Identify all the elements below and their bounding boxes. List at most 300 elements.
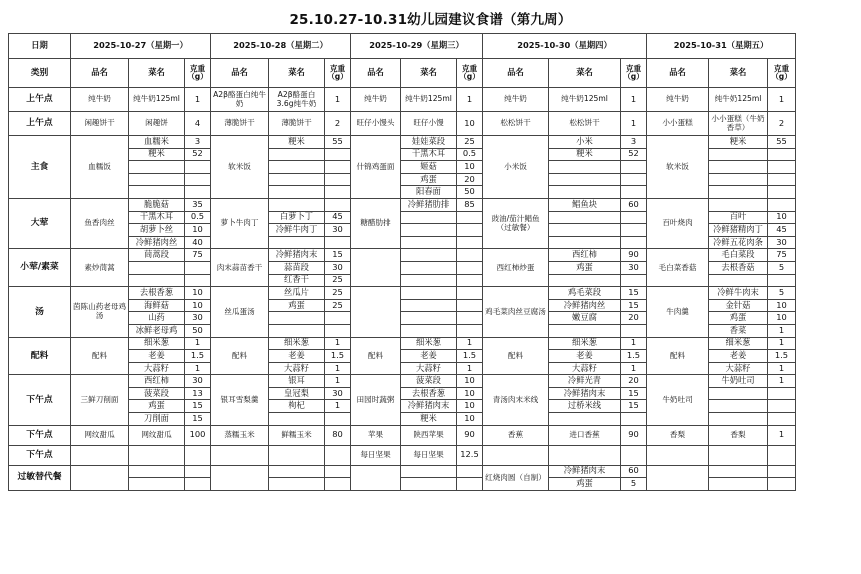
- ingredient-qty: [621, 224, 647, 237]
- ingredient-qty: 35: [185, 198, 211, 211]
- ingredient-qty: 45: [325, 211, 351, 224]
- ingredient-name: 大蒜籽: [269, 362, 325, 375]
- ingredient-name: 细米葱: [129, 337, 185, 350]
- ingredient-name: 百叶: [709, 211, 768, 224]
- ingredient-qty: 25: [325, 287, 351, 300]
- ingredient-qty: [325, 413, 351, 426]
- ingredient-name: 粳米: [549, 148, 621, 161]
- day-header: 2025-10-27（星期一）: [71, 34, 211, 59]
- ingredient-qty: 1: [621, 112, 647, 136]
- ingredient-qty: 4: [185, 112, 211, 136]
- ingredient-name: 皇冠梨: [269, 387, 325, 400]
- ingredient-name: [129, 445, 185, 465]
- dish-name: 银耳雪梨羹: [211, 375, 269, 425]
- ingredient-name: 鲳鱼块: [549, 198, 621, 211]
- ingredient-qty: [185, 261, 211, 274]
- dish-name: 百叶烧肉: [647, 198, 709, 248]
- ingredient-qty: [768, 387, 796, 400]
- dish-name: 小小蛋糕: [647, 112, 709, 136]
- category-label: 类别: [9, 59, 71, 88]
- ingredient-name: 粳米: [269, 136, 325, 149]
- day-header: 2025-10-31（星期五）: [647, 34, 796, 59]
- ingredient-name: 金针菇: [709, 299, 768, 312]
- ingredient-name: 菠菜段: [401, 375, 457, 388]
- ingredient-name: [129, 186, 185, 199]
- ingredient-name: 细米葱: [401, 337, 457, 350]
- ingredient-name: A2β酪蛋白3.6g纯牛奶: [269, 88, 325, 112]
- dish-name: 配料: [211, 337, 269, 375]
- ingredient-qty: [768, 445, 796, 465]
- ingredient-name: [269, 148, 325, 161]
- ingredient-qty: 2: [768, 112, 796, 136]
- ingredient-qty: [457, 211, 483, 224]
- ingredient-name: 细米葱: [549, 337, 621, 350]
- dish-heading: 品名: [211, 59, 269, 88]
- ingredient-name: 冰鲜老母鸡: [129, 324, 185, 337]
- ingredient-qty: 50: [457, 186, 483, 199]
- ingredient-qty: [325, 465, 351, 478]
- ingredient-name: [549, 413, 621, 426]
- dish-name: 肉末蒜苗香干: [211, 249, 269, 287]
- ingredient-name: 鲜糯玉米: [269, 425, 325, 445]
- day-header: 2025-10-30（星期四）: [483, 34, 647, 59]
- ingredient-qty: [457, 299, 483, 312]
- ingredient-name: 海鲜菇: [129, 299, 185, 312]
- ingredient-qty: 3: [621, 136, 647, 149]
- category-cell: 下午点: [9, 425, 71, 445]
- ingredient-name: 冷鲜牛肉丁: [269, 224, 325, 237]
- ingredient-qty: 1: [325, 337, 351, 350]
- ingredient-name: 去根香葱: [401, 387, 457, 400]
- ingredient-name: 蒜苗段: [269, 261, 325, 274]
- dish-name: 鱼香肉丝: [71, 198, 129, 248]
- ingredient-name: 菠菜段: [129, 387, 185, 400]
- qty-heading: 克重（g）: [621, 59, 647, 88]
- ingredient-qty: 90: [621, 249, 647, 262]
- ingredient-qty: [185, 445, 211, 465]
- ingredient-name: [709, 400, 768, 413]
- ingredient-qty: 60: [621, 198, 647, 211]
- ingredient-name: 娃娃菜段: [401, 136, 457, 149]
- ingredient-name: [401, 261, 457, 274]
- dish-name: 西红柿炒蛋: [483, 249, 549, 287]
- ingredient-name: [709, 478, 768, 491]
- ingredient-name: 粳米: [129, 148, 185, 161]
- ingredient-name: 松松饼干: [549, 112, 621, 136]
- ingredient-name: 血糯米: [129, 136, 185, 149]
- ingredient-name: [709, 186, 768, 199]
- ingredient-name: [129, 274, 185, 287]
- ingredient-heading: 菜名: [269, 59, 325, 88]
- ingredient-qty: 90: [457, 425, 483, 445]
- ingredient-name: [549, 173, 621, 186]
- ingredient-qty: 55: [768, 136, 796, 149]
- ingredient-qty: 75: [768, 249, 796, 262]
- ingredient-qty: [768, 413, 796, 426]
- ingredient-name: 鸡蛋: [549, 478, 621, 491]
- ingredient-qty: [325, 236, 351, 249]
- ingredient-qty: [185, 465, 211, 478]
- ingredient-qty: [621, 186, 647, 199]
- dish-name: 闲趣饼干: [71, 112, 129, 136]
- dish-name: [71, 445, 129, 465]
- dish-name: 血糯饭: [71, 136, 129, 199]
- ingredient-name: [549, 186, 621, 199]
- ingredient-qty: 13: [185, 387, 211, 400]
- ingredient-qty: 1: [621, 337, 647, 350]
- ingredient-name: 冷鲜猪精肉丁: [709, 224, 768, 237]
- ingredient-name: [709, 148, 768, 161]
- ingredient-qty: 30: [185, 312, 211, 325]
- ingredient-qty: [621, 274, 647, 287]
- ingredient-name: [401, 299, 457, 312]
- ingredient-qty: 85: [457, 198, 483, 211]
- ingredient-qty: 3: [185, 136, 211, 149]
- ingredient-qty: [325, 161, 351, 174]
- ingredient-name: 去根香葱: [129, 287, 185, 300]
- ingredient-qty: 10: [457, 112, 483, 136]
- ingredient-qty: 30: [621, 261, 647, 274]
- ingredient-name: [401, 274, 457, 287]
- category-cell: 大荤: [9, 198, 71, 248]
- dish-name: 旺仔小馒头: [351, 112, 401, 136]
- ingredient-qty: 1: [325, 88, 351, 112]
- category-cell: 配料: [9, 337, 71, 375]
- ingredient-qty: 1: [457, 337, 483, 350]
- ingredient-qty: [768, 173, 796, 186]
- ingredient-qty: [768, 400, 796, 413]
- ingredient-name: 纯牛奶125ml: [129, 88, 185, 112]
- dish-name: 萝卜牛肉丁: [211, 198, 269, 248]
- ingredient-qty: 1: [325, 375, 351, 388]
- ingredient-name: [269, 445, 325, 465]
- ingredient-qty: 1.5: [768, 350, 796, 363]
- ingredient-qty: [457, 224, 483, 237]
- ingredient-name: 西红柿: [129, 375, 185, 388]
- category-cell: 主食: [9, 136, 71, 199]
- category-cell: 上午点: [9, 112, 71, 136]
- ingredient-qty: 45: [768, 224, 796, 237]
- ingredient-qty: 0.5: [457, 148, 483, 161]
- ingredient-qty: [621, 324, 647, 337]
- ingredient-qty: 50: [185, 324, 211, 337]
- ingredient-qty: 1.5: [457, 350, 483, 363]
- ingredient-qty: 10: [457, 375, 483, 388]
- dish-name: 网纹甜瓜: [71, 425, 129, 445]
- dish-name: 小米饭: [483, 136, 549, 199]
- dish-heading: 品名: [351, 59, 401, 88]
- category-cell: 汤: [9, 287, 71, 337]
- category-cell: 过敏替代餐: [9, 465, 71, 490]
- ingredient-name: [269, 312, 325, 325]
- ingredient-qty: [457, 261, 483, 274]
- ingredient-qty: [325, 312, 351, 325]
- ingredient-qty: [621, 161, 647, 174]
- ingredient-qty: 10: [185, 299, 211, 312]
- ingredient-name: 西红柿: [549, 249, 621, 262]
- dish-heading: 品名: [483, 59, 549, 88]
- ingredient-qty: 10: [768, 211, 796, 224]
- ingredient-qty: 52: [185, 148, 211, 161]
- ingredient-name: [549, 274, 621, 287]
- ingredient-name: 纯牛奶125ml: [709, 88, 768, 112]
- ingredient-name: [401, 211, 457, 224]
- dish-name: 丝瓜蛋汤: [211, 287, 269, 337]
- ingredient-name: 老姜: [269, 350, 325, 363]
- ingredient-name: 白萝卜丁: [269, 211, 325, 224]
- ingredient-qty: 75: [185, 249, 211, 262]
- ingredient-qty: 20: [621, 375, 647, 388]
- qty-heading: 克重（g）: [457, 59, 483, 88]
- qty-heading: 克重（g）: [768, 59, 796, 88]
- ingredient-name: 鸡蛋: [709, 312, 768, 325]
- ingredient-qty: [325, 186, 351, 199]
- ingredient-name: [549, 445, 621, 465]
- dish-name: 纯牛奶: [351, 88, 401, 112]
- ingredient-name: [269, 478, 325, 491]
- ingredient-qty: [457, 249, 483, 262]
- ingredient-name: 阳春面: [401, 186, 457, 199]
- ingredient-name: 大蒜籽: [129, 362, 185, 375]
- ingredient-name: 老姜: [129, 350, 185, 363]
- ingredient-name: 冷鲜猪肉丝: [129, 236, 185, 249]
- ingredient-name: 网纹甜瓜: [129, 425, 185, 445]
- ingredient-name: 过桥米线: [549, 400, 621, 413]
- dish-name: [211, 465, 269, 490]
- ingredient-name: [401, 324, 457, 337]
- ingredient-qty: [185, 161, 211, 174]
- ingredient-name: [129, 478, 185, 491]
- ingredient-qty: 90: [621, 425, 647, 445]
- ingredient-qty: 25: [457, 136, 483, 149]
- dish-name: [647, 465, 709, 490]
- dish-name: 纯牛奶: [483, 88, 549, 112]
- ingredient-name: [709, 465, 768, 478]
- ingredient-name: 每日坚果: [401, 445, 457, 465]
- ingredient-qty: [325, 198, 351, 211]
- ingredient-qty: 80: [325, 425, 351, 445]
- ingredient-qty: [457, 465, 483, 478]
- ingredient-qty: [768, 198, 796, 211]
- ingredient-name: [129, 161, 185, 174]
- ingredient-name: [709, 198, 768, 211]
- ingredient-name: [549, 211, 621, 224]
- dish-name: 软米饭: [211, 136, 269, 199]
- ingredient-qty: [457, 312, 483, 325]
- ingredient-name: 鸡蛋: [549, 261, 621, 274]
- dish-name: 配料: [647, 337, 709, 375]
- dish-name: 松松饼干: [483, 112, 549, 136]
- ingredient-qty: 15: [621, 287, 647, 300]
- ingredient-qty: 25: [325, 274, 351, 287]
- ingredient-name: 进口香蕉: [549, 425, 621, 445]
- ingredient-name: [549, 224, 621, 237]
- ingredient-qty: [621, 173, 647, 186]
- ingredient-qty: 12.5: [457, 445, 483, 465]
- ingredient-name: 香梨: [709, 425, 768, 445]
- ingredient-qty: 52: [621, 148, 647, 161]
- ingredient-qty: [457, 236, 483, 249]
- dish-name: 薄脆饼干: [211, 112, 269, 136]
- ingredient-name: 冷鲜猪肋排: [401, 198, 457, 211]
- ingredient-qty: 10: [457, 387, 483, 400]
- ingredient-name: [709, 173, 768, 186]
- ingredient-qty: 1.5: [325, 350, 351, 363]
- dish-name: 鸡毛菜肉丝豆腐汤: [483, 287, 549, 337]
- ingredient-qty: 1: [768, 362, 796, 375]
- ingredient-qty: [457, 324, 483, 337]
- ingredient-qty: [325, 324, 351, 337]
- ingredient-name: [709, 413, 768, 426]
- ingredient-name: 胡萝卜丝: [129, 224, 185, 237]
- dish-name: [483, 445, 549, 465]
- ingredient-name: 冷鲜猪肉末: [401, 400, 457, 413]
- page-title: 25.10.27-10.31幼儿园建议食谱（第九周）: [289, 12, 572, 28]
- dish-name: 软米饭: [647, 136, 709, 199]
- ingredient-name: 鸡蛋: [129, 400, 185, 413]
- ingredient-name: 鸡蛋: [401, 173, 457, 186]
- ingredient-name: [269, 465, 325, 478]
- ingredient-heading: 菜名: [129, 59, 185, 88]
- ingredient-name: 老姜: [401, 350, 457, 363]
- ingredient-qty: [768, 465, 796, 478]
- ingredient-qty: 30: [325, 261, 351, 274]
- ingredient-qty: 0.5: [185, 211, 211, 224]
- dish-name: 田园时蔬粥: [351, 375, 401, 425]
- ingredient-qty: [621, 445, 647, 465]
- category-cell: 下午点: [9, 375, 71, 425]
- ingredient-qty: 10: [768, 299, 796, 312]
- ingredient-name: 旺仔小馒: [401, 112, 457, 136]
- ingredient-qty: 20: [457, 173, 483, 186]
- dish-name: 茵陈山药老母鸡汤: [71, 287, 129, 337]
- ingredient-name: [549, 161, 621, 174]
- ingredient-heading: 菜名: [549, 59, 621, 88]
- ingredient-qty: 20: [621, 312, 647, 325]
- ingredient-qty: 1: [185, 362, 211, 375]
- qty-heading: 克重（g）: [325, 59, 351, 88]
- ingredient-name: 冷鲜猪肉末: [549, 465, 621, 478]
- dish-heading: 品名: [71, 59, 129, 88]
- ingredient-name: [401, 312, 457, 325]
- ingredient-qty: 5: [768, 261, 796, 274]
- ingredient-name: 冷鲜光青: [549, 375, 621, 388]
- ingredient-qty: 55: [325, 136, 351, 149]
- ingredient-qty: 15: [621, 400, 647, 413]
- dish-name: [71, 465, 129, 490]
- ingredient-name: 小小蛋糕（牛奶香草）: [709, 112, 768, 136]
- ingredient-qty: 40: [185, 236, 211, 249]
- dish-name: 纯牛奶: [647, 88, 709, 112]
- ingredient-name: 纯牛奶125ml: [401, 88, 457, 112]
- dish-name: 苹果: [351, 425, 401, 445]
- ingredient-qty: 1: [325, 362, 351, 375]
- ingredient-name: [129, 261, 185, 274]
- dish-name: 三鲜刀削面: [71, 375, 129, 425]
- ingredient-qty: 30: [325, 387, 351, 400]
- ingredient-qty: 1.5: [621, 350, 647, 363]
- ingredient-name: [269, 173, 325, 186]
- dish-name: [351, 465, 401, 490]
- date-label: 日期: [9, 34, 71, 59]
- menu-table: [8, 33, 796, 491]
- ingredient-name: 山药: [129, 312, 185, 325]
- ingredient-name: 大蒜籽: [549, 362, 621, 375]
- ingredient-name: 去根香菇: [709, 261, 768, 274]
- ingredient-name: [709, 274, 768, 287]
- ingredient-name: [129, 173, 185, 186]
- ingredient-name: [401, 224, 457, 237]
- ingredient-heading: 菜名: [401, 59, 457, 88]
- ingredient-name: 冷鲜猪肉丝: [549, 299, 621, 312]
- ingredient-qty: 1: [768, 425, 796, 445]
- dish-name: 牛奶吐司: [647, 375, 709, 425]
- ingredient-qty: [325, 445, 351, 465]
- ingredient-name: 香菜: [709, 324, 768, 337]
- dish-name: 豉油/茄汁鲳鱼（过敏餐）: [483, 198, 549, 248]
- ingredient-name: [269, 161, 325, 174]
- ingredient-qty: 1.5: [185, 350, 211, 363]
- ingredient-qty: [185, 478, 211, 491]
- ingredient-name: [269, 413, 325, 426]
- ingredient-name: [401, 465, 457, 478]
- ingredient-qty: 30: [185, 375, 211, 388]
- ingredient-qty: 1: [457, 362, 483, 375]
- ingredient-qty: 1: [768, 88, 796, 112]
- ingredient-name: [269, 324, 325, 337]
- ingredient-name: 鸡蛋: [269, 299, 325, 312]
- ingredient-qty: 25: [325, 299, 351, 312]
- ingredient-name: 陕西苹果: [401, 425, 457, 445]
- dish-name: 牛肉羹: [647, 287, 709, 337]
- ingredient-name: 冷鲜猪肉末: [549, 387, 621, 400]
- ingredient-qty: [768, 478, 796, 491]
- dish-name: [351, 249, 401, 287]
- dish-name: 毛白菜香菇: [647, 249, 709, 287]
- ingredient-qty: 100: [185, 425, 211, 445]
- ingredient-qty: 1: [185, 88, 211, 112]
- ingredient-qty: [185, 186, 211, 199]
- ingredient-qty: 15: [325, 249, 351, 262]
- ingredient-qty: 60: [621, 465, 647, 478]
- ingredient-name: [401, 249, 457, 262]
- dish-name: 香蕉: [483, 425, 549, 445]
- ingredient-qty: 1: [768, 337, 796, 350]
- ingredient-name: 银耳: [269, 375, 325, 388]
- ingredient-name: 姬菇: [401, 161, 457, 174]
- ingredient-name: [709, 445, 768, 465]
- ingredient-qty: 15: [185, 400, 211, 413]
- ingredient-name: 细米葱: [709, 337, 768, 350]
- ingredient-name: 小米: [549, 136, 621, 149]
- dish-name: [351, 287, 401, 337]
- dish-name: 什锦鸡蛋面: [351, 136, 401, 199]
- ingredient-qty: 1: [621, 88, 647, 112]
- ingredient-name: [269, 186, 325, 199]
- ingredient-name: 刀削面: [129, 413, 185, 426]
- qty-heading: 克重（g）: [185, 59, 211, 88]
- dish-name: 素炒茼蒿: [71, 249, 129, 287]
- category-cell: 上午点: [9, 88, 71, 112]
- ingredient-qty: [621, 413, 647, 426]
- ingredient-qty: [325, 173, 351, 186]
- day-header: 2025-10-28（星期二）: [211, 34, 351, 59]
- ingredient-qty: [185, 274, 211, 287]
- ingredient-name: 干黑木耳: [129, 211, 185, 224]
- ingredient-qty: 10: [457, 413, 483, 426]
- ingredient-name: [269, 236, 325, 249]
- ingredient-qty: 2: [325, 112, 351, 136]
